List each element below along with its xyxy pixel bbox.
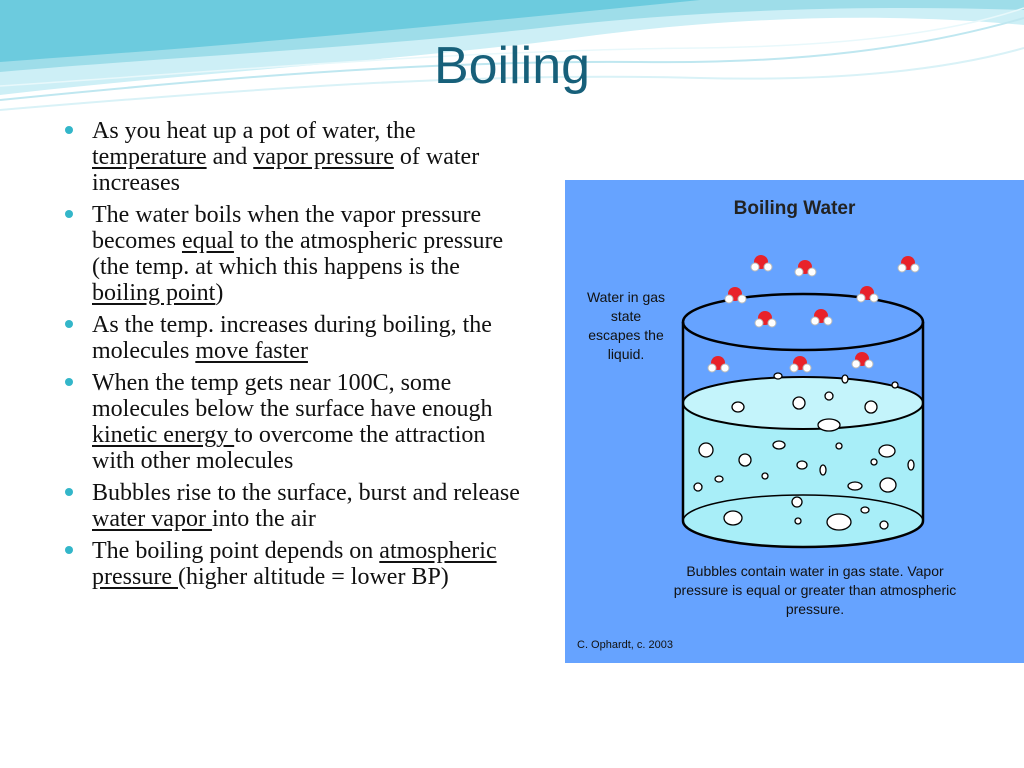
bullet-dot-icon bbox=[65, 488, 73, 496]
bullet-dot-icon bbox=[65, 378, 73, 386]
bullet-text bbox=[92, 312, 492, 364]
bullet-text-part: into the air bbox=[211, 506, 316, 532]
bullet-item bbox=[62, 538, 522, 590]
bullet-text-part: ) bbox=[215, 280, 224, 306]
bullet-text bbox=[92, 480, 520, 532]
bullet-text bbox=[92, 202, 503, 306]
underlined-term: equal bbox=[181, 228, 234, 254]
bullet-dot-icon bbox=[65, 320, 73, 328]
bullet-text bbox=[92, 370, 493, 474]
bullet-text-part: As you heat up a pot of water, the bbox=[92, 118, 416, 144]
bullet-item bbox=[62, 370, 522, 474]
bullet-item bbox=[62, 118, 522, 196]
bullet-text-part: The boiling point depends on bbox=[92, 538, 380, 564]
bullet-item bbox=[62, 312, 522, 364]
bullet-dot-icon bbox=[65, 210, 73, 218]
bullet-text-part: to the atmospheric pressure (the temp. at which this happens is the bbox=[92, 228, 504, 280]
bullet-list bbox=[62, 118, 522, 596]
bullet-text-part: Bubbles rise to the surface, burst and release bbox=[92, 480, 520, 506]
underlined-term: atmospheric pressure bbox=[92, 538, 497, 590]
bullet-text-part: and bbox=[206, 144, 254, 170]
pot-rim bbox=[683, 294, 923, 350]
bullet-text-part: When the temp gets near 100C, some molecules below the surface have enough bbox=[92, 370, 493, 422]
bullet-text-part: As the temp. increases during boiling, the molecules bbox=[92, 312, 492, 364]
bullet-text-part: The water boils when the vapor pressure becomes bbox=[92, 202, 482, 254]
bullet-text-part: to overcome the attraction with other molecules bbox=[92, 422, 486, 474]
bullet-text-part: of water increases bbox=[92, 144, 480, 196]
bullet-text bbox=[92, 538, 497, 590]
bullet-text bbox=[92, 118, 479, 196]
diagram-caption: Bubbles contain water in gas state. Vapor pressure is equal or greater than atmospheric pressure. bbox=[673, 563, 957, 617]
bullet-dot-icon bbox=[65, 546, 73, 554]
underlined-term: temperature bbox=[92, 144, 207, 170]
underlined-term: water vapor bbox=[92, 506, 212, 532]
diagram-side-note: Water in gas state escapes the liquid. bbox=[586, 289, 666, 362]
underlined-term: move faster bbox=[195, 338, 308, 364]
bullet-item bbox=[62, 480, 522, 532]
bullet-dot-icon bbox=[65, 126, 73, 134]
underlined-term: vapor pressure bbox=[253, 144, 394, 170]
slide-title: Boiling bbox=[433, 37, 591, 95]
underlined-term: boiling point bbox=[92, 280, 216, 306]
bullet-text-part: (higher altitude = lower BP) bbox=[177, 564, 449, 590]
diagram-title: Boiling Water bbox=[733, 198, 856, 219]
diagram-credit: C. Ophardt, c. 2003 bbox=[577, 639, 673, 651]
underlined-term: kinetic energy bbox=[92, 422, 235, 448]
bullet-item bbox=[62, 202, 522, 306]
water-molecules bbox=[708, 255, 919, 372]
boiling-water-diagram bbox=[565, 180, 1024, 663]
